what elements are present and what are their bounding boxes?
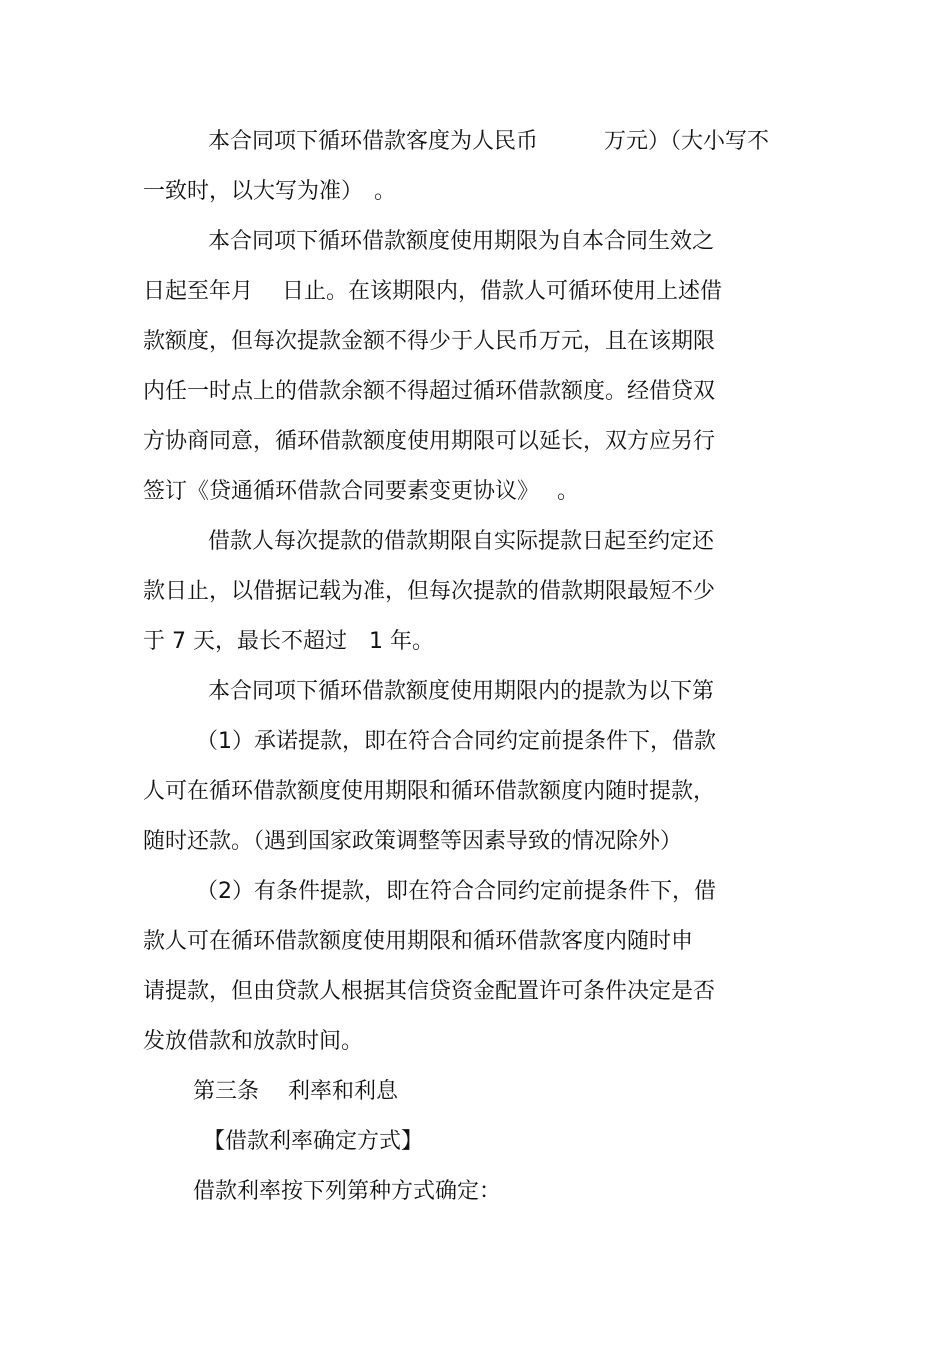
text-line: 发放借款和放款时间。	[143, 1029, 364, 1054]
text-line: 日起至年月 日止。在该期限内，借款人可循环使用上述借	[143, 279, 722, 304]
text-line: 本合同项下循环借款额度使用期限为自本合同生效之	[208, 229, 715, 254]
text-line: （1）承诺提款，即在符合合同约定前提条件下，借款	[196, 729, 716, 754]
text-line: 借款利率按下列第种方式确定：	[193, 1179, 502, 1204]
text-line: 于 7 天，最长不超过 1 年。	[143, 629, 434, 654]
text-line: 款额度，但每次提款金额不得少于人民币万元，且在该期限	[143, 329, 716, 354]
text-line: 请提款，但由贷款人根据其信贷资金配置许可条件决定是否	[143, 979, 716, 1004]
text-line: 本合同项下循环借款客度为人民币 万元）（大小写不	[208, 129, 770, 154]
text-line: 内任一时点上的借款余额不得超过循环借款额度。经借贷双	[143, 379, 716, 404]
text-line: 签订《贷通循环借款合同要素变更协议》 。	[143, 479, 579, 504]
section-heading: 第三条 利率和利息	[193, 1079, 398, 1104]
text-line: （2）有条件提款，即在符合合同约定前提条件下，借	[196, 879, 716, 904]
text-line: 本合同项下循环借款额度使用期限内的提款为以下第	[208, 679, 715, 704]
text-line: 款日止，以借据记载为准，但每次提款的借款期限最短不少	[143, 579, 716, 604]
subsection-heading: 【借款利率确定方式】	[203, 1129, 424, 1154]
text-line: 人可在循环借款额度使用期限和循环借款额度内随时提款，	[143, 779, 716, 804]
text-line: 借款人每次提款的借款期限自实际提款日起至约定还	[208, 529, 715, 554]
text-line: 方协商同意，循环借款额度使用期限可以延长，双方应另行	[143, 429, 716, 454]
text-line: 一致时，以大写为准） 。	[143, 179, 397, 204]
text-line: 款人可在循环借款额度使用期限和循环借款客度内随时申	[143, 929, 694, 954]
text-line: 随时还款。（遇到国家政策调整等因素导致的情况除外）	[143, 829, 683, 854]
